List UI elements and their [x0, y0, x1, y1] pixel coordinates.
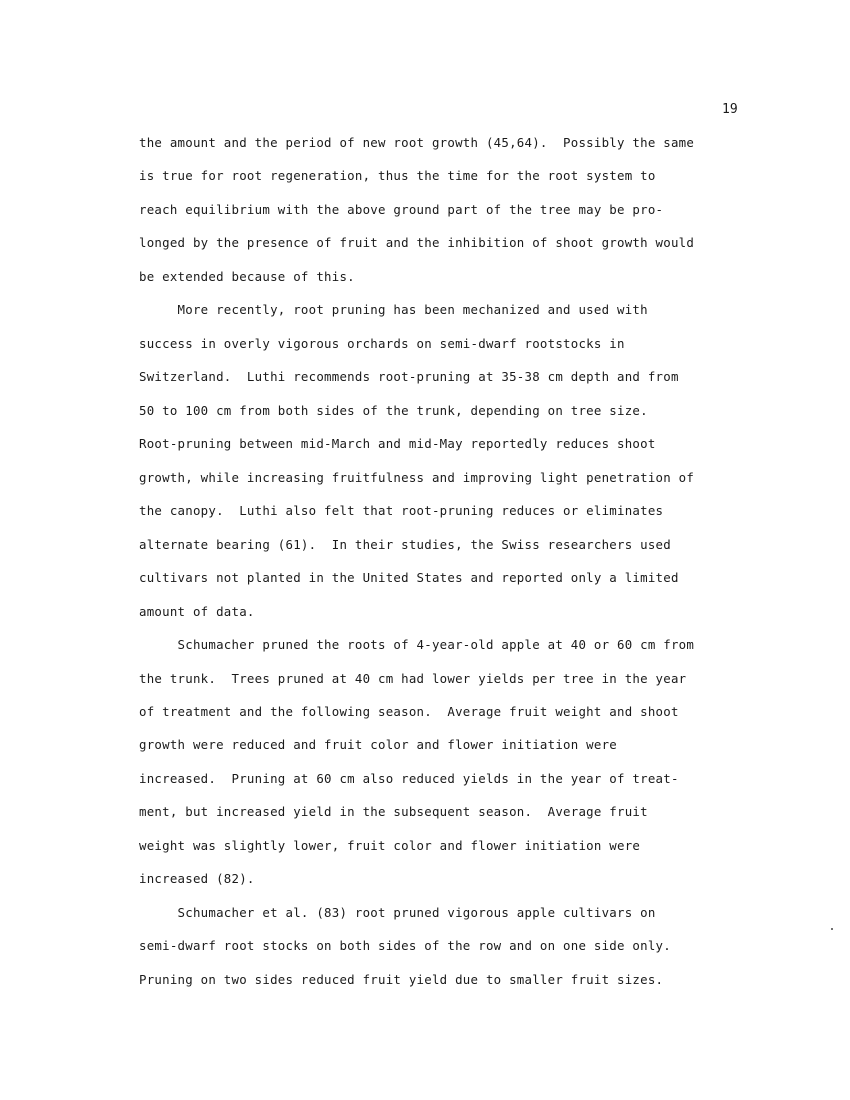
text-line: the canopy. Luthi also felt that root-pruning reduces or eliminates	[139, 503, 664, 519]
page-number: 19	[722, 102, 738, 117]
text-line: the trunk. Trees pruned at 40 cm had lower yields per tree in the year	[139, 670, 687, 686]
body-text	[139, 134, 694, 1004]
text-line: the amount and the period of new root growth (45,64). Possibly the same	[139, 135, 695, 150]
text-line: 50 to 100 cm from both sides of the trunk, depending on tree size.	[139, 402, 648, 418]
text-line: growth were reduced and fruit color and flower initiation were	[139, 737, 618, 753]
text-line: semi-dwarf root stocks on both sides of the row and on one side only.	[139, 938, 671, 954]
text-line: alternate bearing (61). In their studies, the Swiss researchers used	[139, 536, 671, 552]
text-line: Pruning on two sides reduced fruit yield due to smaller fruit sizes.	[139, 971, 664, 987]
text-line: cultivars not planted in the United States and reported only a limited	[139, 570, 679, 586]
text-line: increased. Pruning at 60 cm also reduced yields in the year of treat-	[139, 770, 679, 786]
text-line: be extended because of this.	[139, 268, 355, 284]
text-line: is true for root regeneration, thus the time for the root system to	[139, 168, 656, 184]
text-line: More recently, root pruning has been mechanized and used with	[139, 302, 648, 318]
text-line: Schumacher pruned the roots of 4-year-old apple at 40 or 60 cm from	[139, 637, 695, 653]
text-line: weight was slightly lower, fruit color and flower initiation were	[139, 837, 641, 853]
text-line: ment, but increased yield in the subsequent season. Average fruit	[139, 804, 648, 820]
scan-speck	[831, 928, 833, 930]
text-line: Schumacher et al. (83) root pruned vigorous apple cultivars on	[139, 904, 656, 920]
text-line: of treatment and the following season. Average fruit weight and shoot	[139, 703, 679, 719]
text-line: amount of data.	[139, 603, 255, 619]
text-line: reach equilibrium with the above ground part of the tree may be pro-	[139, 201, 664, 217]
text-line: Root-pruning between mid-March and mid-May reportedly reduces shoot	[139, 436, 656, 452]
text-line: growth, while increasing fruitfulness and improving light penetration of	[139, 469, 695, 485]
text-line: Switzerland. Luthi recommends root-pruning at 35-38 cm depth and from	[139, 369, 679, 385]
text-line: increased (82).	[139, 871, 255, 887]
text-line: longed by the presence of fruit and the inhibition of shoot growth would	[139, 235, 695, 251]
text-line: success in overly vigorous orchards on semi-dwarf rootstocks in	[139, 335, 625, 351]
